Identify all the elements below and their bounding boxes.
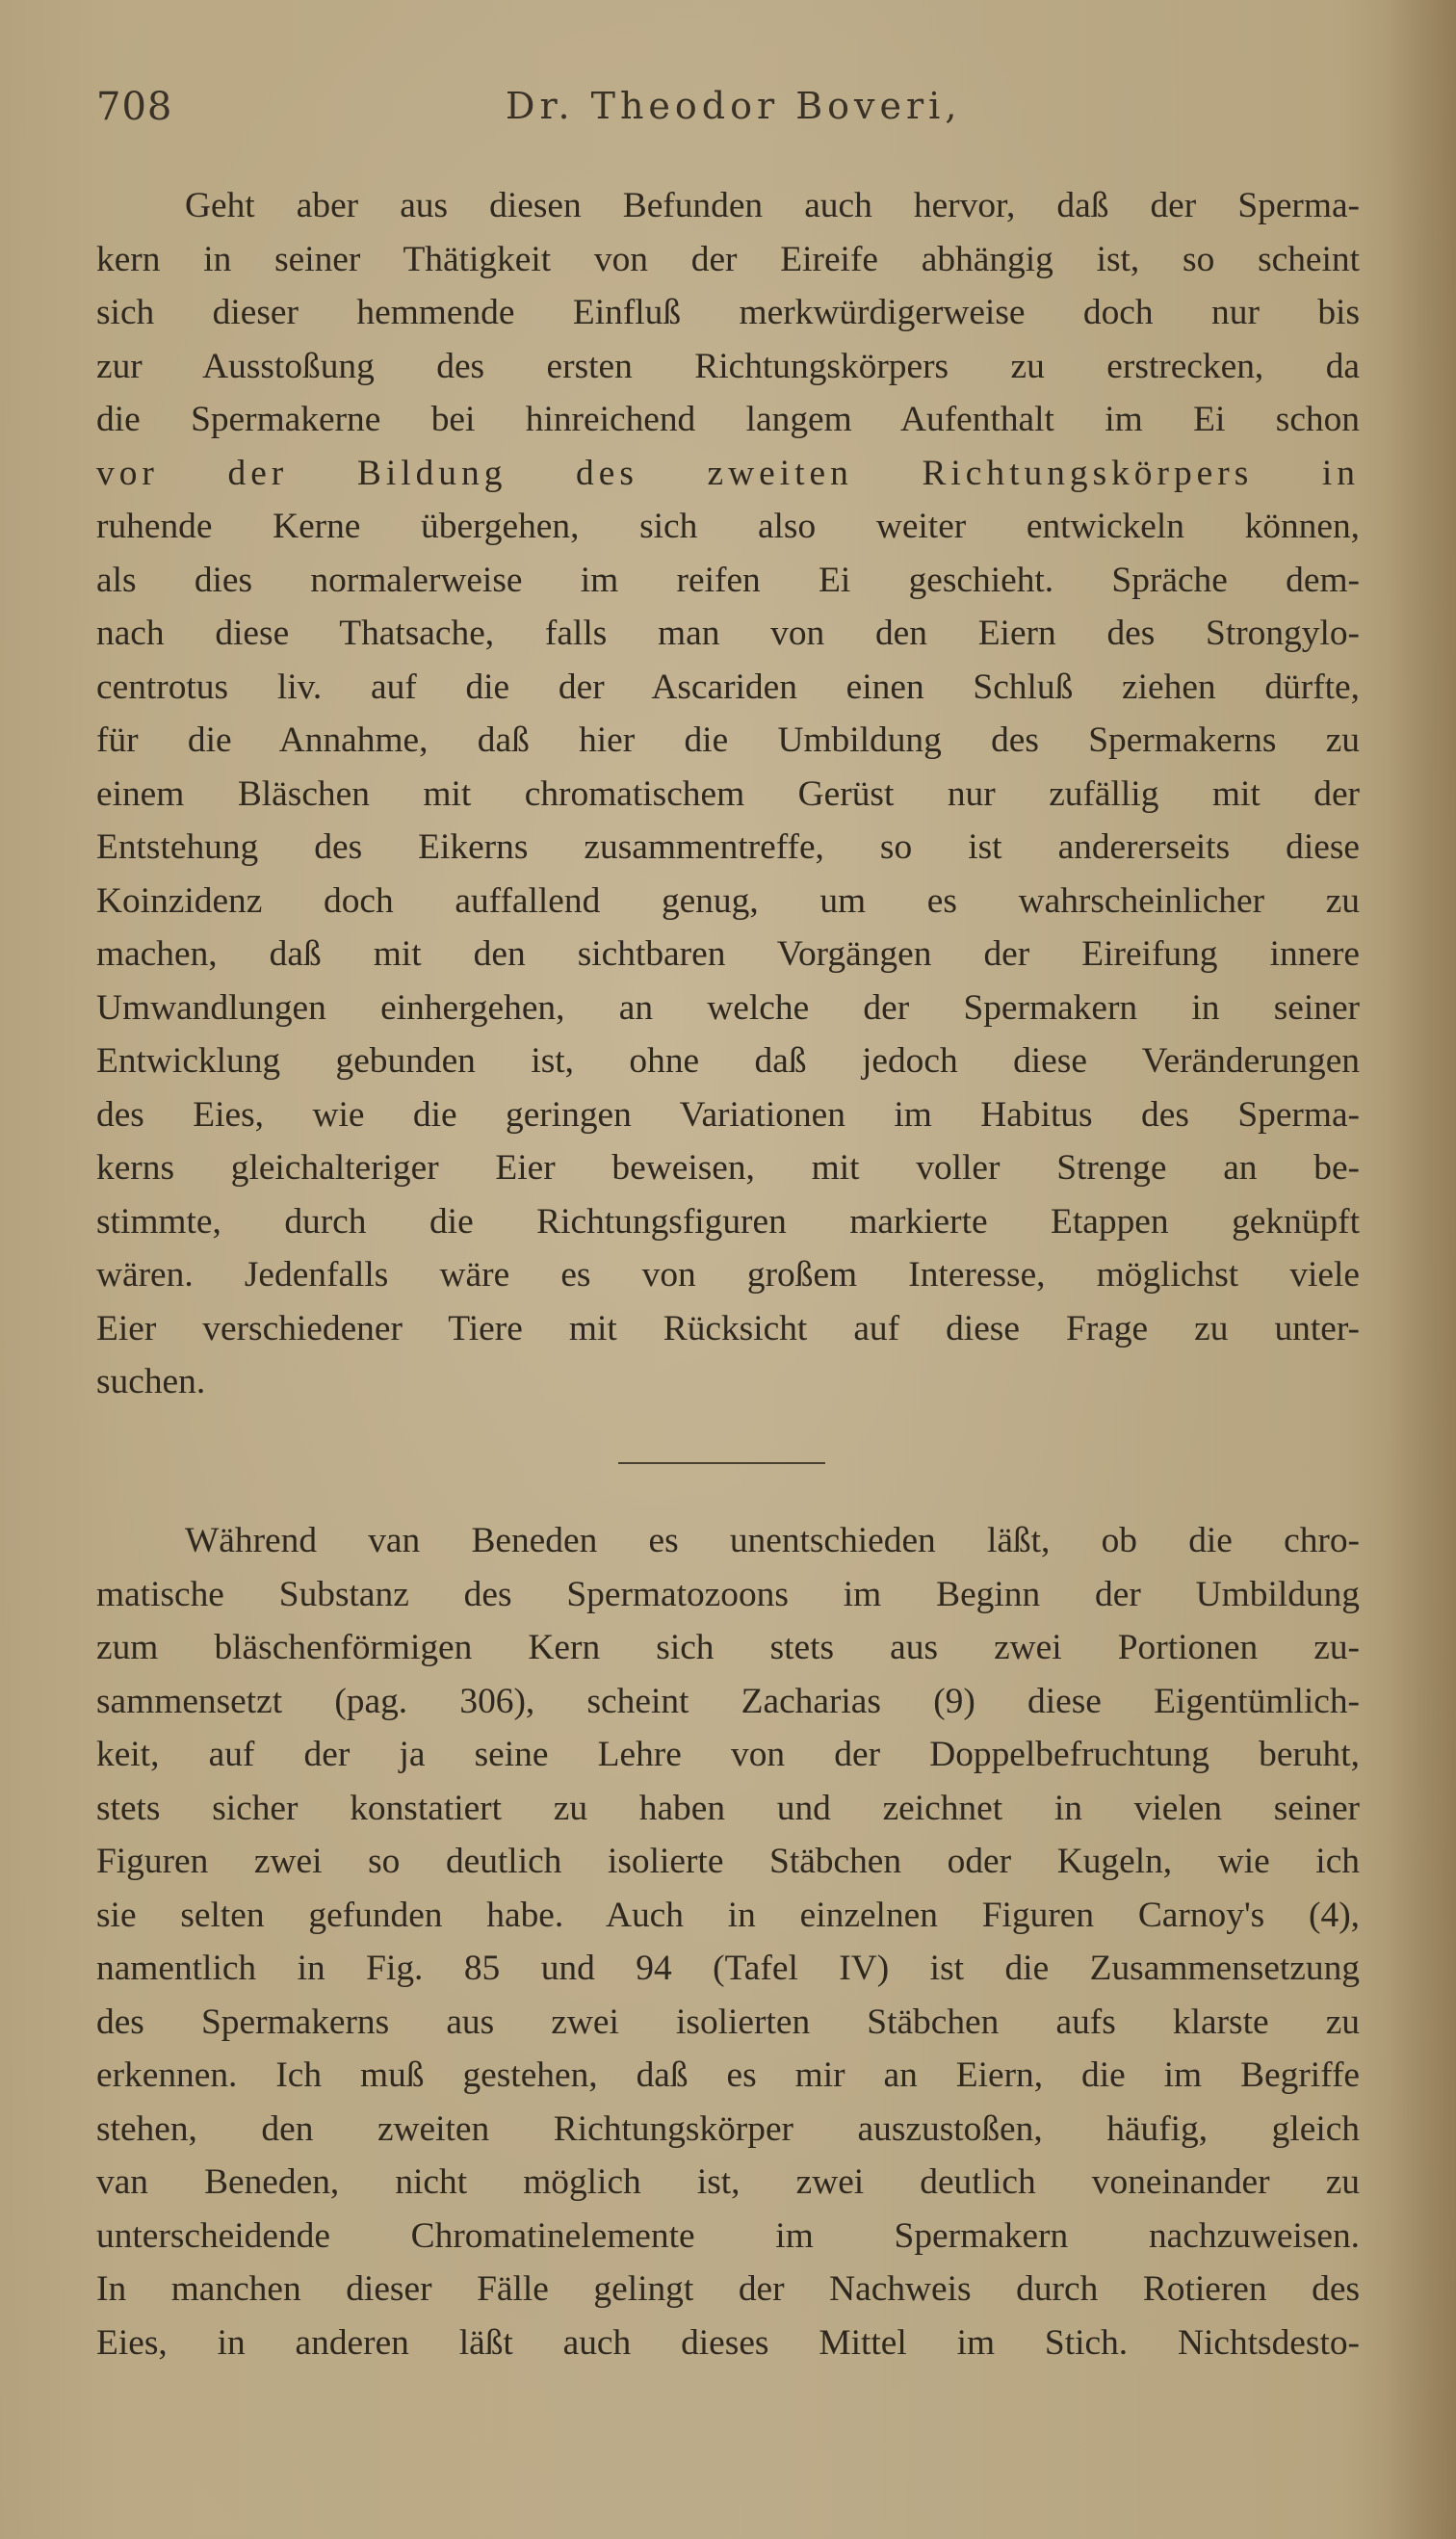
text-line: für die Annahme, daß hier die Umbildung des Spermakerns zu [96,720,1360,760]
text-line: suchen. [96,1362,206,1401]
text-line: Während van Beneden es unentschieden läßt, ob die chro- [185,1521,1360,1560]
text-line: als dies normalerweise im reifen Ei geschieht. Spräche dem- [96,560,1360,600]
text-line: sie selten gefunden habe. Auch in einzelnen Figuren Carnoy's (4), [96,1895,1360,1935]
text-line: keit, auf der ja seine Lehre von der Doppelbefruchtung beruht, [96,1735,1360,1774]
text-line: einem Bläschen mit chromatischem Gerüst nur zufällig mit der [96,773,1360,814]
text-line: Koinzidenz doch auffallend genug, um es wahrscheinlicher zu [96,880,1360,921]
text-line: unterscheidende Chromatinelemente im Spermakern nachzuweisen. [96,2215,1360,2256]
text-line: In manchen dieser Fälle gelingt der Nachweis durch Rotieren des [96,2269,1360,2309]
text-line: sammensetzt (pag. 306), scheint Zacharias (9) diese Eigentümlich- [96,1681,1360,1721]
paragraph-1 [96,179,1360,1409]
text-line: Entstehung des Eikerns zusammentreffe, so ist andererseits diese [96,827,1360,867]
text-line: Geht aber aus diesen Befunden auch hervor, daß der Sperma- [185,186,1360,225]
text-line: kerns gleichalteriger Eier beweisen, mit voller Strenge an be- [96,1148,1360,1188]
text-line: Entwicklung gebunden ist, ohne daß jedoch diese Veränderungen [96,1041,1360,1081]
text-line: centrotus liv. auf die der Ascariden einen Schluß ziehen dürfte, [96,667,1360,707]
text-line: sich dieser hemmende Einfluß merkwürdigerweise doch nur bis [96,293,1360,332]
text-line: matische Substanz des Spermatozoons im Beginn der Umbildung [96,1574,1360,1614]
text-line: Figuren zwei so deutlich isolierte Stäbchen oder Kugeln, wie ich [96,1842,1360,1881]
text-line: Umwandlungen einhergehen, an welche der Spermakern in seiner [96,987,1360,1028]
text-line: zur Ausstoßung des ersten Richtungskörpers zu erstrecken, da [96,346,1360,386]
text-line: erkennen. Ich muß gestehen, daß es mir an Eiern, die im Begriffe [96,2055,1360,2095]
text-line: stets sicher konstatiert zu haben und zeichnet in vielen seiner [96,1788,1360,1828]
text-line: machen, daß mit den sichtbaren Vorgängen der Eireifung innere [96,934,1360,974]
page-edge-shadow [1389,0,1456,2539]
text-line: stimmte, durch die Richtungsfiguren markierte Etappen geknüpft [96,1201,1360,1242]
text-line: stehen, den zweiten Richtungskörper auszustoßen, häufig, gleich [96,2108,1360,2149]
text-line: zum bläschenförmigen Kern sich stets aus zwei Portionen zu- [96,1628,1360,1667]
text-line: vor der Bildung des zweiten Richtungskörpers in [96,453,1360,493]
text-line: wären. Jedenfalls wäre es von großem Interesse, möglichst viele [96,1255,1360,1295]
running-head: Dr. Theodor Boveri, [506,85,962,127]
page-header [96,85,1367,143]
text-line: van Beneden, nicht möglich ist, zwei deutlich voneinander zu [96,2162,1360,2202]
text-line: Eies, in anderen läßt auch dieses Mittel im Stich. Nichtsdesto- [96,2322,1360,2363]
text-line: kern in seiner Thätigkeit von der Eireife abhängig ist, so scheint [96,239,1360,279]
text-line: des Eies, wie die geringen Variationen im Habitus des Sperma- [96,1094,1360,1135]
text-line: namentlich in Fig. 85 und 94 (Tafel IV) ist die Zusammensetzung [96,1949,1360,1988]
text-line: ruhende Kerne übergehen, sich also weiter entwickeln können, [96,507,1360,546]
text-line: die Spermakerne bei hinreichend langem Aufenthalt im Ei schon [96,400,1360,439]
section-divider [618,1462,825,1464]
text-line: Eier verschiedener Tiere mit Rücksicht auf diese Frage zu unter- [96,1308,1360,1348]
paragraph-2 [96,1514,1360,2369]
text-line: des Spermakerns aus zwei isolierten Stäbchen aufs klarste zu [96,2002,1360,2042]
text-line: nach diese Thatsache, falls man von den Eiern des Strongylo- [96,614,1360,653]
page-number: 708 [96,85,173,129]
